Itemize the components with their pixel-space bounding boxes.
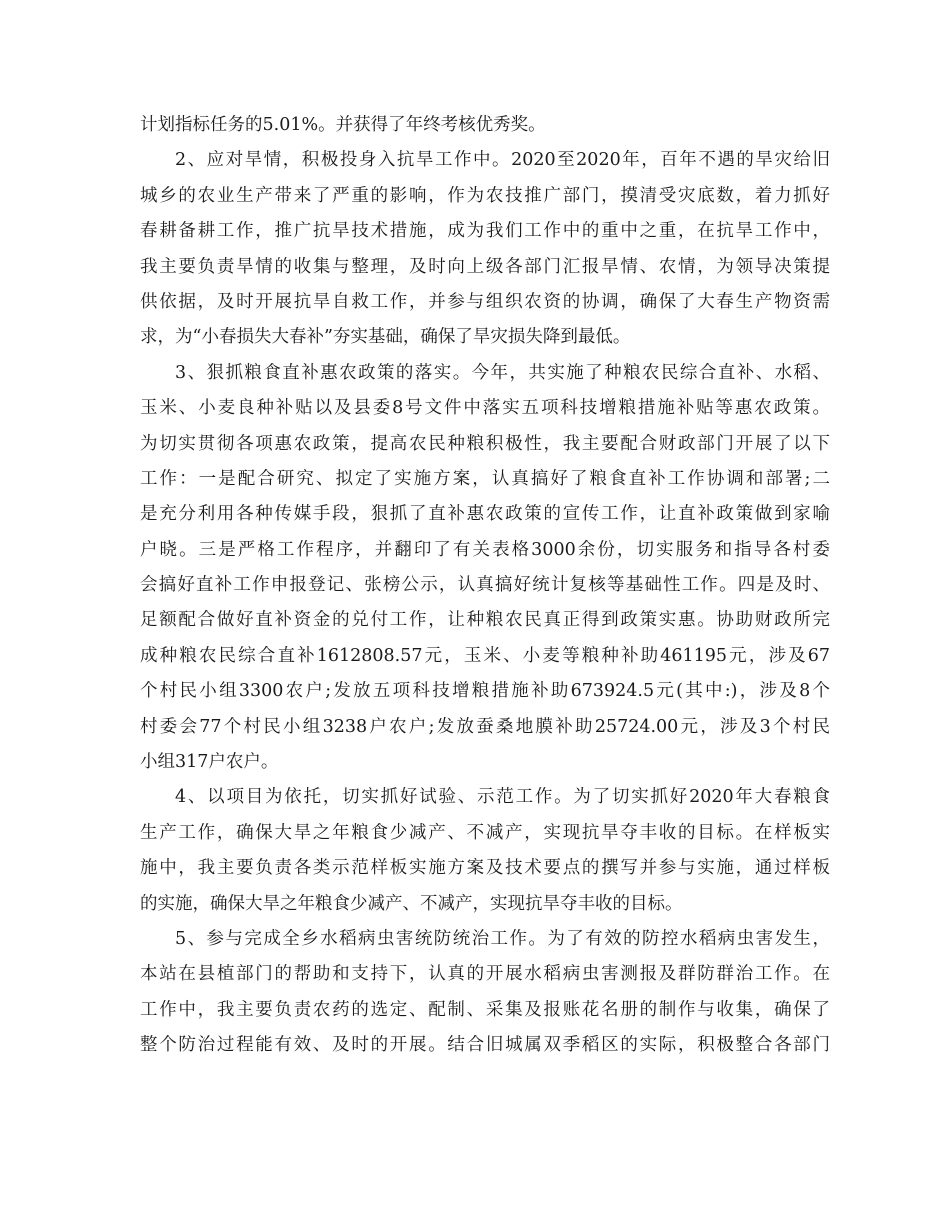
text-line: 个村民小组3300农户;发放五项科技增粮措施补助673924.5元(其中:)，涉及8个: [140, 681, 830, 702]
text-line: 生产工作，确保大旱之年粮食少减产、不减产，实现抗旱夺丰收的目标。在样板实: [140, 822, 830, 843]
text-line: 供依据，及时开展抗旱自救工作，并参与组织农资的协调，确保了大春生产物资需: [140, 291, 830, 312]
text-line: 2、应对旱情，积极投身入抗旱工作中。2020至2020年，百年不遇的旱灾给旧: [175, 150, 830, 171]
document-body: [140, 108, 830, 1064]
text-line: 春耕备耕工作，推广抗旱技术措施，成为我们工作中的重中之重，在抗旱工作中，: [140, 221, 830, 242]
text-line: 成种粮农民综合直补1612808.57元，玉米、小麦等粮种补助461195元，涉及67: [140, 645, 830, 666]
text-line: 为切实贯彻各项惠农政策，提高农民种粮积极性，我主要配合财政部门开展了以下: [140, 433, 830, 454]
text-line: 计划指标任务的5.01%。并获得了年终考核优秀奖。: [140, 115, 546, 135]
text-line: 3、狠抓粮食直补惠农政策的落实。今年，共实施了种粮农民综合直补、水稻、: [175, 362, 830, 383]
text-line: 城乡的农业生产带来了严重的影响，作为农技推广部门，摸清受灾底数，着力抓好: [140, 185, 830, 206]
text-line: 工作中，我主要负责农药的选定、配制、采集及报账花名册的制作与收集，确保了: [140, 999, 830, 1020]
text-line: 的实施，确保大旱之年粮食少减产、不减产，实现抗旱夺丰收的目标。: [140, 893, 683, 914]
text-line: 是充分利用各种传媒手段，狠抓了直补惠农政策的宣传工作，让直补政策做到家喻: [140, 504, 830, 525]
text-line: 会搞好直补工作申报登记、张榜公示，认真搞好统计复核等基础性工作。四是及时、: [140, 575, 830, 596]
text-line: 村委会77个村民小组3238户农户;发放蚕桑地膜补助25724.00元，涉及3个村民: [140, 716, 830, 737]
text-line: 4、以项目为依托，切实抓好试验、示范工作。为了切实抓好2020年大春粮食: [175, 787, 830, 808]
text-line: 5、参与完成全乡水稻病虫害统防统治工作。为了有效的防控水稻病虫害发生，: [175, 928, 830, 949]
text-line: 工作：一是配合研究、拟定了实施方案，认真搞好了粮食直补工作协调和部署;二: [140, 468, 830, 489]
text-line: 整个防治过程能有效、及时的开展。结合旧城属双季稻区的实际，积极整合各部门: [140, 1035, 830, 1056]
text-line: 玉米、小麦良种补贴以及县委8号文件中落实五项科技增粮措施补贴等惠农政策。: [140, 398, 830, 419]
text-line: 本站在县植部门的帮助和支持下，认真的开展水稻病虫害测报及群防群治工作。在: [140, 964, 830, 985]
text-line: 小组317户农户。: [140, 752, 279, 773]
text-line: 求，为“小春损失大春补”夯实基础，确保了旱灾损失降到最低。: [140, 327, 631, 348]
text-line: 我主要负责旱情的收集与整理，及时向上级各部门汇报旱情、农情，为领导决策提: [140, 256, 830, 277]
text-line: 施中，我主要负责各类示范样板实施方案及技术要点的撰写并参与实施，通过样板: [140, 858, 830, 879]
text-line: 足额配合做好直补资金的兑付工作，让种粮农民真正得到政策实惠。协助财政所完: [140, 610, 830, 631]
text-line: 户晓。三是严格工作程序，并翻印了有关表格3000余份，切实服务和指导各村委: [140, 539, 830, 560]
